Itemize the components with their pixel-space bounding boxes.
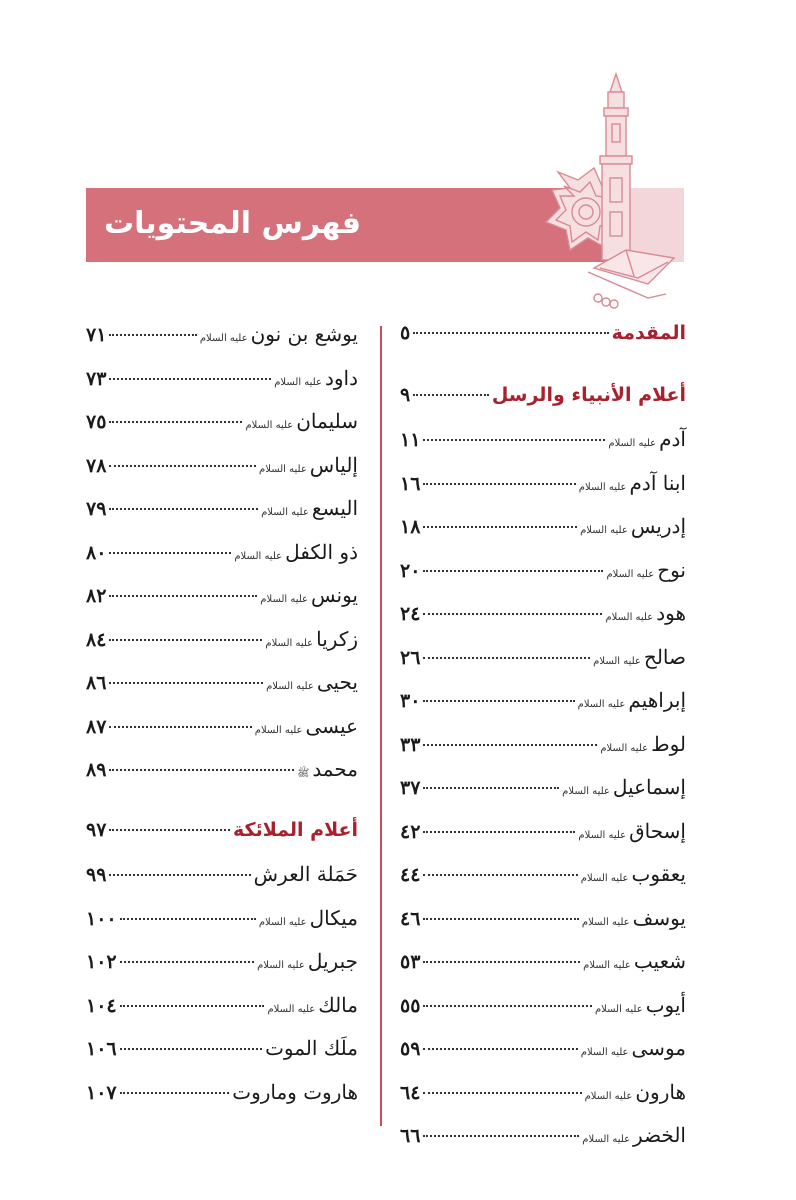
toc-entry-title: أيوب: [645, 992, 686, 1017]
toc-entry[interactable]: [86, 540, 358, 584]
toc-page-number: ١٦: [400, 472, 421, 495]
toc-entry-title: لوط: [651, 731, 686, 756]
dot-leader: [109, 378, 271, 380]
dot-leader: [423, 1048, 577, 1050]
dot-leader: [109, 829, 230, 831]
toc-page-number: ١٠٧: [86, 1081, 117, 1104]
dot-leader: [423, 961, 580, 963]
toc-page-number: ٤٢: [400, 820, 421, 843]
toc-page-number: ٦٤: [400, 1081, 421, 1104]
toc-entry-title: شعيب: [633, 949, 686, 973]
honorific-glyph: عليه السلام: [265, 637, 314, 649]
honorific-glyph: عليه السلام: [578, 829, 627, 841]
toc-page-number: ٨٦: [86, 672, 107, 694]
honorific-glyph: عليه السلام: [266, 681, 314, 692]
toc-page-number: ٣٠: [400, 690, 421, 712]
toc-entry[interactable]: [86, 366, 358, 410]
dot-leader: [109, 552, 231, 554]
toc-entry[interactable]: [400, 645, 686, 689]
toc-entry[interactable]: [86, 862, 358, 906]
toc-entry-title: إسماعيل: [612, 775, 686, 799]
toc-page-number: ٩٩: [86, 864, 107, 886]
section-gap: [86, 801, 358, 819]
toc-page-number: ٥٣: [400, 951, 421, 973]
toc-left-column: [86, 322, 358, 1123]
honorific-glyph: عليه السلام: [234, 550, 283, 562]
honorific-glyph: عليه السلام: [261, 507, 309, 518]
toc-page-number: ٩٧: [86, 818, 107, 841]
page-title: فهرس المحتويات: [104, 206, 361, 241]
toc-page-number: ٧٩: [86, 498, 107, 520]
toc-entry-title: يوسف: [632, 905, 686, 930]
toc-entry[interactable]: [400, 688, 686, 732]
dot-leader: [413, 394, 489, 396]
toc-entry-title: مالك: [318, 992, 358, 1017]
toc-entry-title: عيسى: [305, 713, 358, 738]
toc-entry-title: آدم: [659, 427, 686, 451]
column-divider: [380, 326, 382, 1126]
toc-page-number: ٢٦: [400, 646, 421, 669]
honorific-glyph: عليه السلام: [259, 463, 307, 475]
toc-entry[interactable]: [86, 670, 358, 714]
dot-leader: [120, 1092, 230, 1094]
dot-leader: [423, 831, 575, 833]
dot-leader: [120, 1005, 265, 1007]
honorific-glyph: عليه السلام: [580, 873, 629, 884]
honorific-glyph: عليه السلام: [594, 1003, 643, 1015]
toc-page-number: ٨٠: [86, 541, 107, 564]
toc-page-number: ٨٧: [86, 715, 107, 738]
honorific-glyph: عليه السلام: [258, 916, 307, 928]
toc-page-number: ١٠٦: [86, 1038, 117, 1060]
dot-leader: [423, 700, 574, 702]
dot-leader: [423, 1092, 581, 1094]
honorific-glyph: عليه السلام: [260, 594, 309, 605]
dot-leader: [413, 332, 608, 334]
toc-entry[interactable]: [400, 949, 686, 993]
toc-entry[interactable]: [400, 427, 686, 471]
toc-entry[interactable]: [86, 993, 358, 1037]
toc-entry[interactable]: [400, 1080, 686, 1124]
toc-entry-title: هارون: [635, 1079, 686, 1104]
honorific-glyph: عليه السلام: [254, 724, 303, 736]
dot-leader: [423, 918, 578, 920]
toc-entry[interactable]: [400, 558, 686, 602]
toc-entry-title: أعلام الملائكة: [233, 818, 358, 841]
section-gap: [400, 366, 686, 384]
toc-entry[interactable]: [86, 1080, 358, 1124]
honorific-glyph: عليه السلام: [562, 786, 610, 797]
toc-entry-title: إلياس: [309, 452, 358, 477]
toc-entry[interactable]: [400, 862, 686, 906]
dot-leader: [423, 570, 603, 572]
toc-entry-title: محمد: [312, 757, 358, 781]
dot-leader: [109, 769, 294, 771]
honorific-glyph: عليه السلام: [593, 655, 641, 667]
dot-leader: [423, 744, 597, 746]
toc-page-number: ٤٤: [400, 864, 421, 886]
toc-entry[interactable]: [86, 714, 358, 758]
dot-leader: [423, 1135, 579, 1137]
toc-entry[interactable]: [400, 1036, 686, 1080]
toc-entry[interactable]: [400, 1123, 686, 1167]
toc-entry[interactable]: [400, 819, 686, 863]
dot-leader: [109, 682, 263, 684]
toc-entry[interactable]: [86, 496, 358, 540]
toc-entry-title: الخضر: [633, 1123, 686, 1147]
honorific-glyph: عليه السلام: [578, 481, 627, 493]
toc-entry-title: يحيى: [316, 670, 358, 694]
toc-page-number: ٧٥: [86, 411, 107, 433]
dot-leader: [423, 657, 590, 659]
toc-entry[interactable]: [86, 757, 358, 801]
dot-leader: [109, 595, 257, 597]
toc-page-number: ٥٩: [400, 1038, 421, 1060]
toc-entry-title: يوشع بن نون: [250, 322, 358, 346]
dot-leader: [423, 483, 575, 485]
toc-entry[interactable]: [400, 732, 686, 776]
toc-page-number: ١٠٠: [86, 907, 117, 930]
toc-entry-title: يونس: [311, 583, 358, 607]
toc-entry[interactable]: [86, 322, 358, 366]
honorific-glyph: عليه السلام: [257, 960, 305, 971]
toc-page-number: ٨٩: [86, 759, 107, 781]
toc-entry-title: إبراهيم: [628, 688, 686, 712]
toc-page-number: ٣٣: [400, 733, 421, 756]
dot-leader: [109, 334, 196, 336]
honorific-glyph: عليه السلام: [245, 420, 294, 431]
toc-entry-title: ذو الكفل: [285, 539, 358, 564]
toc-section-heading[interactable]: [400, 322, 686, 366]
toc-entry-title: اليسع: [311, 496, 358, 520]
dot-leader: [120, 918, 256, 920]
toc-page-number: ٢٠: [400, 559, 421, 582]
toc-entry[interactable]: [400, 993, 686, 1037]
dot-leader: [423, 1005, 592, 1007]
dot-leader: [423, 526, 577, 528]
toc-entry[interactable]: [86, 1036, 358, 1080]
honorific-glyph: عليه السلام: [274, 376, 322, 388]
dot-leader: [423, 787, 559, 789]
toc-entry[interactable]: [400, 601, 686, 645]
honorific-glyph: عليه السلام: [577, 699, 626, 710]
dot-leader: [109, 726, 251, 728]
toc-section-heading[interactable]: [86, 819, 358, 863]
toc-page-number: ١٨: [400, 516, 421, 538]
toc-entry-title: أعلام الأنبياء والرسل: [491, 383, 686, 406]
dot-leader: [109, 874, 250, 876]
toc-page-number: ٦٦: [400, 1125, 421, 1147]
toc-entry[interactable]: [400, 514, 686, 558]
toc-entry-title: هود: [656, 601, 686, 625]
honorific-glyph: عليه السلام: [267, 1003, 316, 1015]
toc-right-column: [400, 322, 686, 1167]
toc-entry-title: سليمان: [296, 409, 358, 433]
toc-entry-title: المقدمة: [611, 322, 686, 344]
toc-entry[interactable]: [86, 627, 358, 671]
toc-entry-title: زكريا: [316, 626, 358, 651]
honorific-glyph: عليه السلام: [199, 333, 248, 344]
toc-page-number: ٩: [400, 383, 411, 406]
toc-entry-title: ملَك الموت: [265, 1036, 358, 1060]
honorific-glyph: عليه السلام: [605, 612, 654, 623]
toc-entry[interactable]: [86, 409, 358, 453]
toc-page-number: ١٠٢: [86, 951, 117, 973]
dot-leader: [120, 1048, 262, 1050]
toc-entry-title: نوح: [657, 557, 686, 582]
toc-entry-title: هاروت وماروت: [232, 1079, 358, 1104]
toc-page-number: ٥٥: [400, 994, 421, 1017]
honorific-glyph: عليه السلام: [580, 1047, 629, 1058]
toc-page-number: ٤٦: [400, 907, 421, 930]
dot-leader: [423, 613, 602, 615]
honorific-glyph: عليه السلام: [600, 742, 649, 754]
honorific-glyph: ﷺ: [297, 768, 310, 779]
toc-entry[interactable]: [400, 906, 686, 950]
toc-page-number: ٨٢: [86, 585, 107, 607]
toc-page-number: ٧٣: [86, 367, 107, 390]
dot-leader: [423, 439, 605, 441]
toc-entry-title: إدريس: [630, 514, 686, 538]
toc-page-number: ٣٧: [400, 777, 421, 799]
toc-entry-title: داود: [324, 365, 358, 390]
toc-entry-title: جبريل: [307, 949, 358, 973]
dot-leader: [120, 961, 254, 963]
toc-page-number: ١١: [400, 429, 421, 451]
dot-leader: [109, 465, 256, 467]
toc-page-number: ٨٤: [86, 628, 107, 651]
honorific-glyph: عليه السلام: [581, 916, 630, 928]
honorific-glyph: عليه السلام: [606, 568, 655, 580]
toc-entry-title: ابنا آدم: [629, 470, 686, 495]
honorific-glyph: عليه السلام: [583, 960, 631, 971]
toc-entry-title: ميكال: [309, 905, 358, 930]
toc-entry-title: يعقوب: [631, 862, 686, 886]
dot-leader: [423, 874, 577, 876]
dot-leader: [109, 639, 262, 641]
dot-leader: [109, 508, 258, 510]
toc-entry[interactable]: [86, 453, 358, 497]
toc-entry[interactable]: [400, 775, 686, 819]
toc-page-number: ٧٨: [86, 454, 107, 477]
minaret-quran-ornament-icon: [498, 62, 694, 316]
honorific-glyph: عليه السلام: [580, 525, 628, 536]
toc-section-heading[interactable]: [400, 384, 686, 428]
dot-leader: [109, 421, 242, 423]
toc-entry[interactable]: [86, 949, 358, 993]
toc-entry-title: إسحاق: [629, 818, 686, 843]
toc-entry[interactable]: [400, 471, 686, 515]
honorific-glyph: عليه السلام: [584, 1090, 633, 1102]
toc-entry-title: حَمَلة العرش: [253, 862, 358, 886]
toc-page-number: ٢٤: [400, 603, 421, 625]
toc-entry-title: موسى: [631, 1036, 686, 1060]
toc-entry-title: صالح: [643, 644, 686, 669]
toc-entry[interactable]: [86, 906, 358, 950]
toc-page-number: ٥: [400, 322, 411, 344]
honorific-glyph: عليه السلام: [608, 438, 657, 449]
toc-entry[interactable]: [86, 583, 358, 627]
toc-page-number: ٧١: [86, 324, 107, 346]
toc-page-number: ١٠٤: [86, 994, 117, 1017]
honorific-glyph: عليه السلام: [582, 1134, 631, 1145]
